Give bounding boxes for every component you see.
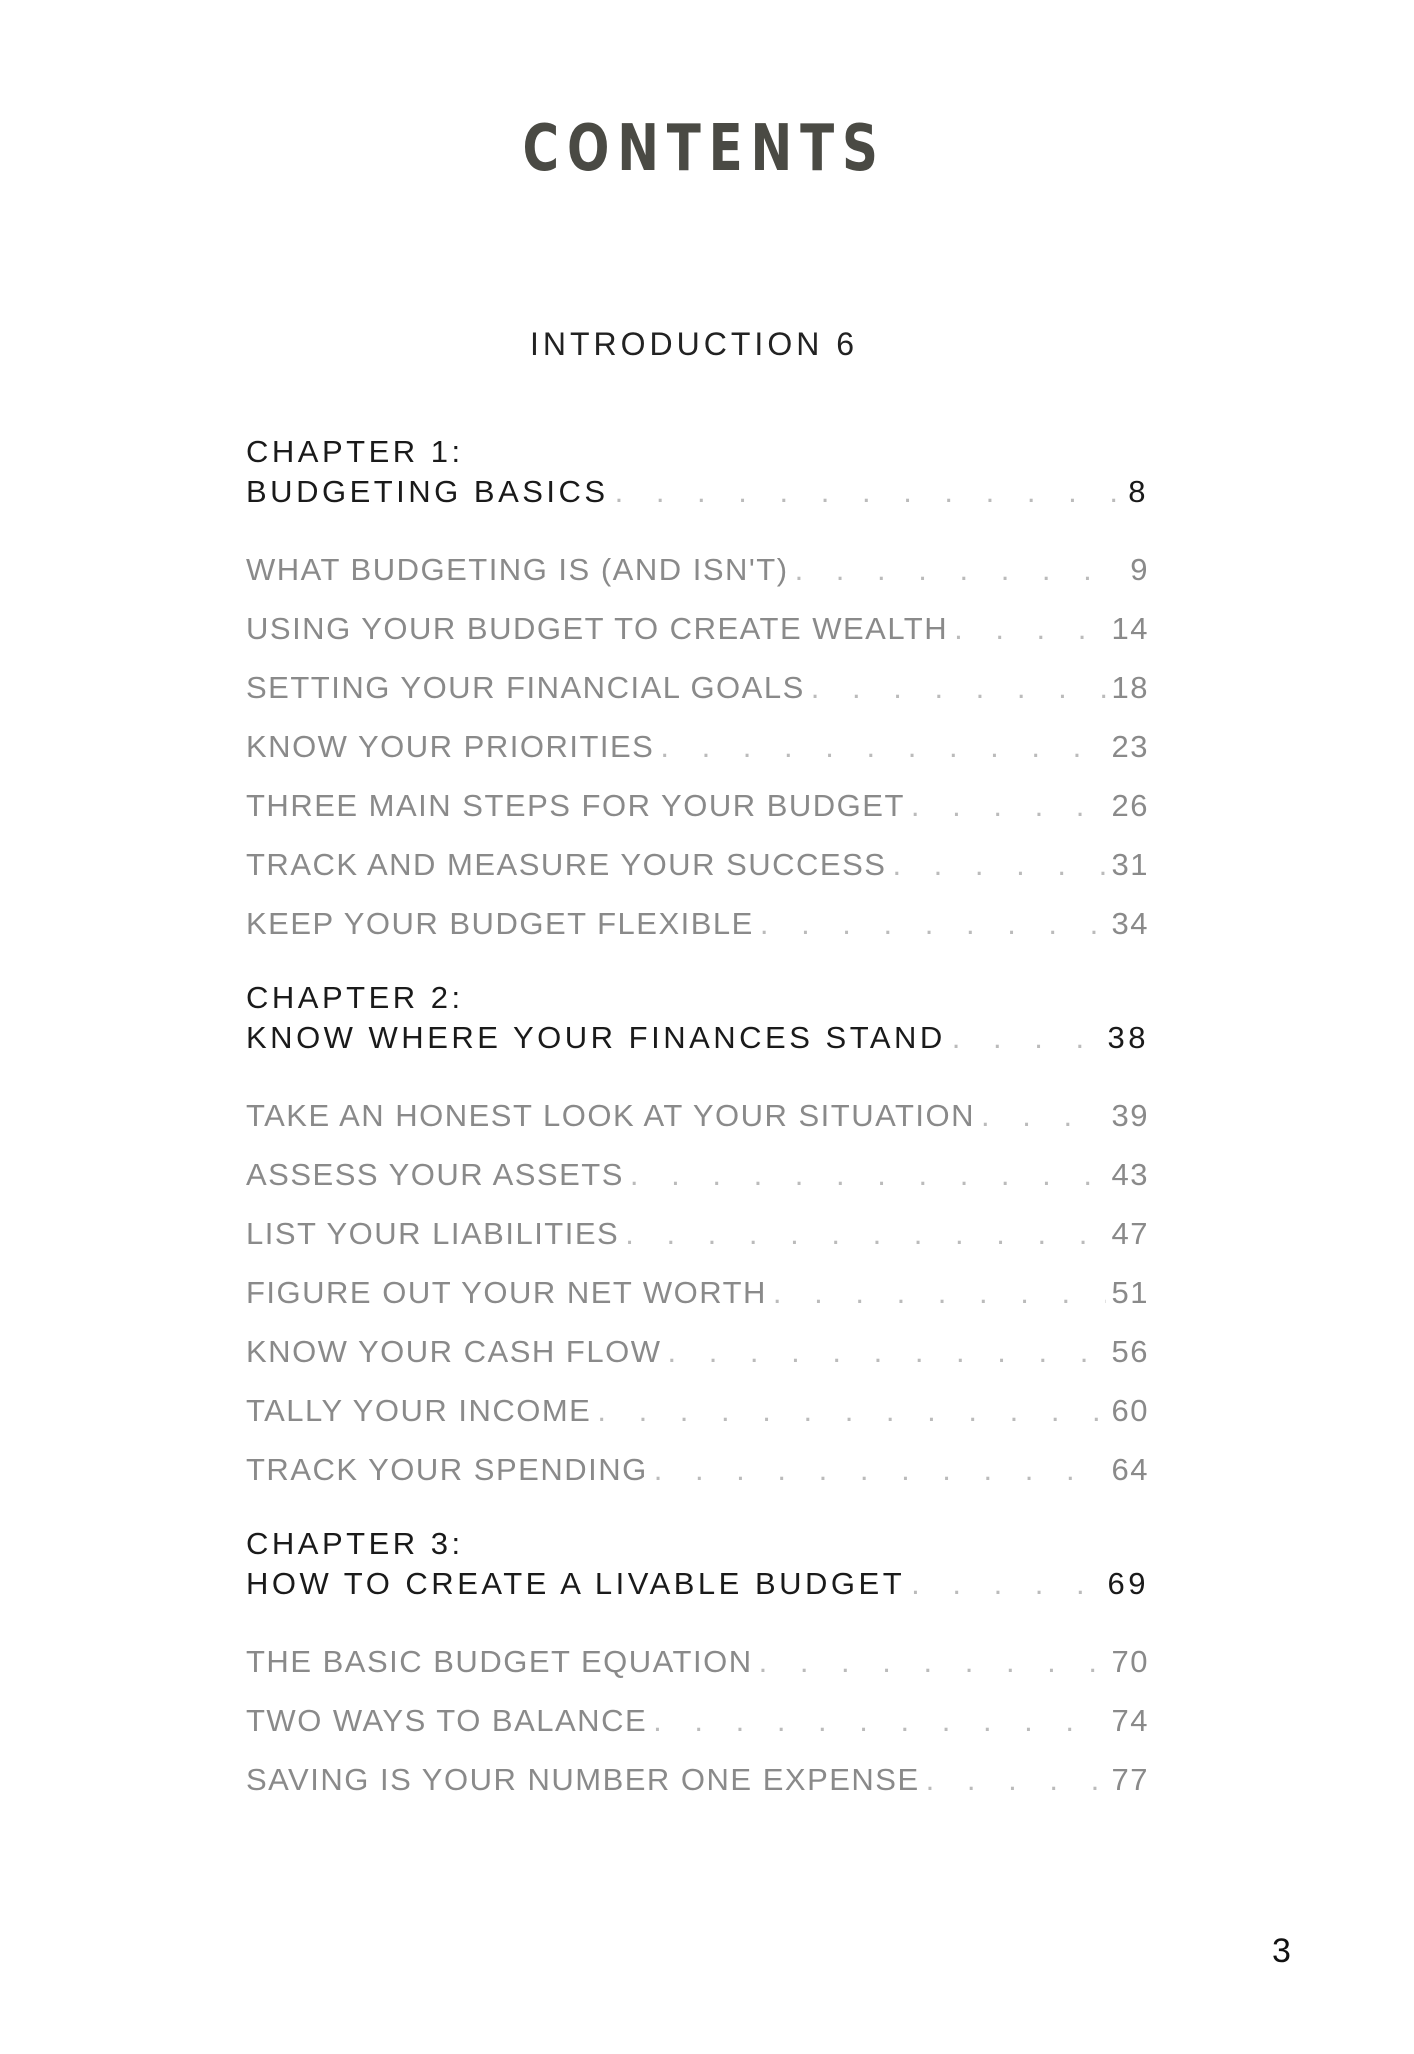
dot-leader — [660, 729, 1105, 765]
toc-entry-row[interactable] — [246, 1334, 1149, 1370]
dot-leader — [911, 788, 1106, 824]
entry-page: 26 — [1111, 788, 1149, 823]
toc-introduction: INTRODUCTION 6 — [530, 326, 858, 362]
entry-page: 70 — [1111, 1644, 1149, 1679]
dot-leader — [630, 1157, 1106, 1193]
toc-chapter-row[interactable] — [246, 1020, 1149, 1056]
entry-page: 39 — [1111, 1098, 1149, 1133]
entry-title: KNOW YOUR PRIORITIES — [246, 729, 655, 764]
page-number: 3 — [1272, 1932, 1291, 1970]
entry-title: THE BASIC BUDGET EQUATION — [246, 1644, 753, 1679]
dot-leader — [954, 611, 1105, 647]
entry-title: TWO WAYS TO BALANCE — [246, 1703, 648, 1738]
dot-leader — [795, 552, 1125, 588]
entry-title: WHAT BUDGETING IS (AND ISN'T) — [246, 552, 789, 587]
dot-leader — [811, 670, 1106, 706]
chapter-label: CHAPTER 2: — [246, 980, 464, 1015]
entry-title: TRACK AND MEASURE YOUR SUCCESS — [246, 847, 887, 882]
toc-chapter-row[interactable] — [246, 474, 1149, 510]
dot-leader — [952, 1020, 1102, 1056]
dot-leader — [926, 1762, 1106, 1798]
chapter-title: KNOW WHERE YOUR FINANCES STAND — [246, 1020, 946, 1055]
entry-page: 43 — [1111, 1157, 1149, 1192]
entry-title: USING YOUR BUDGET TO CREATE WEALTH — [246, 611, 949, 646]
entry-page: 51 — [1111, 1275, 1149, 1310]
chapter-title: BUDGETING BASICS — [246, 474, 609, 509]
chapter-page: 38 — [1107, 1020, 1149, 1055]
toc-entry-row[interactable] — [246, 670, 1149, 706]
entry-page: 34 — [1111, 906, 1149, 941]
entry-page: 18 — [1111, 670, 1149, 705]
chapter-label: CHAPTER 3: — [246, 1526, 464, 1561]
toc-entry-row[interactable] — [246, 1452, 1149, 1488]
toc-entry-row[interactable] — [246, 1275, 1149, 1311]
entry-page: 64 — [1111, 1452, 1149, 1487]
entry-page: 47 — [1111, 1216, 1149, 1251]
entry-title: ASSESS YOUR ASSETS — [246, 1157, 624, 1192]
dot-leader — [625, 1216, 1105, 1252]
toc-entry-row[interactable] — [246, 788, 1149, 824]
entry-title: SAVING IS YOUR NUMBER ONE EXPENSE — [246, 1762, 920, 1797]
chapter-label: CHAPTER 1: — [246, 434, 464, 469]
entry-title: TALLY YOUR INCOME — [246, 1393, 592, 1428]
entry-title: KEEP YOUR BUDGET FLEXIBLE — [246, 906, 754, 941]
dot-leader — [759, 1644, 1106, 1680]
dot-leader — [773, 1275, 1106, 1311]
toc-entry-row[interactable] — [246, 611, 1149, 647]
toc-entry-row[interactable] — [246, 1762, 1149, 1798]
entry-page: 56 — [1111, 1334, 1149, 1369]
toc-entry-row[interactable] — [246, 1216, 1149, 1252]
toc-entry-row[interactable] — [246, 1644, 1149, 1680]
dot-leader — [981, 1098, 1105, 1134]
entry-page: 14 — [1111, 611, 1149, 646]
dot-leader — [667, 1334, 1105, 1370]
chapter-title: HOW TO CREATE A LIVABLE BUDGET — [246, 1566, 906, 1601]
dot-leader — [654, 1452, 1106, 1488]
entry-title: TAKE AN HONEST LOOK AT YOUR SITUATION — [246, 1098, 976, 1133]
entry-page: 23 — [1111, 729, 1149, 764]
dot-leader — [653, 1703, 1105, 1739]
dot-leader — [760, 906, 1106, 942]
toc-entry-row[interactable] — [246, 1098, 1149, 1134]
entry-title: FIGURE OUT YOUR NET WORTH — [246, 1275, 767, 1310]
entry-page: 74 — [1111, 1703, 1149, 1738]
toc-entry-row[interactable] — [246, 1157, 1149, 1193]
chapter-page: 8 — [1128, 474, 1149, 509]
chapter-page: 69 — [1107, 1566, 1149, 1601]
entry-title: SETTING YOUR FINANCIAL GOALS — [246, 670, 805, 705]
toc-entry-row[interactable] — [246, 729, 1149, 765]
page-title: CONTENTS — [522, 112, 886, 186]
dot-leader — [615, 474, 1123, 510]
dot-leader — [911, 1566, 1101, 1602]
entry-title: LIST YOUR LIABILITIES — [246, 1216, 620, 1251]
entry-page: 31 — [1111, 847, 1149, 882]
entry-page: 9 — [1130, 552, 1149, 587]
toc-entry-row[interactable] — [246, 1703, 1149, 1739]
entry-page: 77 — [1111, 1762, 1149, 1797]
dot-leader — [597, 1393, 1105, 1429]
toc-entry-row[interactable] — [246, 552, 1149, 588]
entry-title: THREE MAIN STEPS FOR YOUR BUDGET — [246, 788, 905, 823]
entry-title: KNOW YOUR CASH FLOW — [246, 1334, 662, 1369]
toc-entry-row[interactable] — [246, 847, 1149, 883]
toc-entry-row[interactable] — [246, 906, 1149, 942]
toc-entry-row[interactable] — [246, 1393, 1149, 1429]
dot-leader — [892, 847, 1105, 883]
entry-title: TRACK YOUR SPENDING — [246, 1452, 648, 1487]
toc-chapter-row[interactable] — [246, 1566, 1149, 1602]
entry-page: 60 — [1111, 1393, 1149, 1428]
